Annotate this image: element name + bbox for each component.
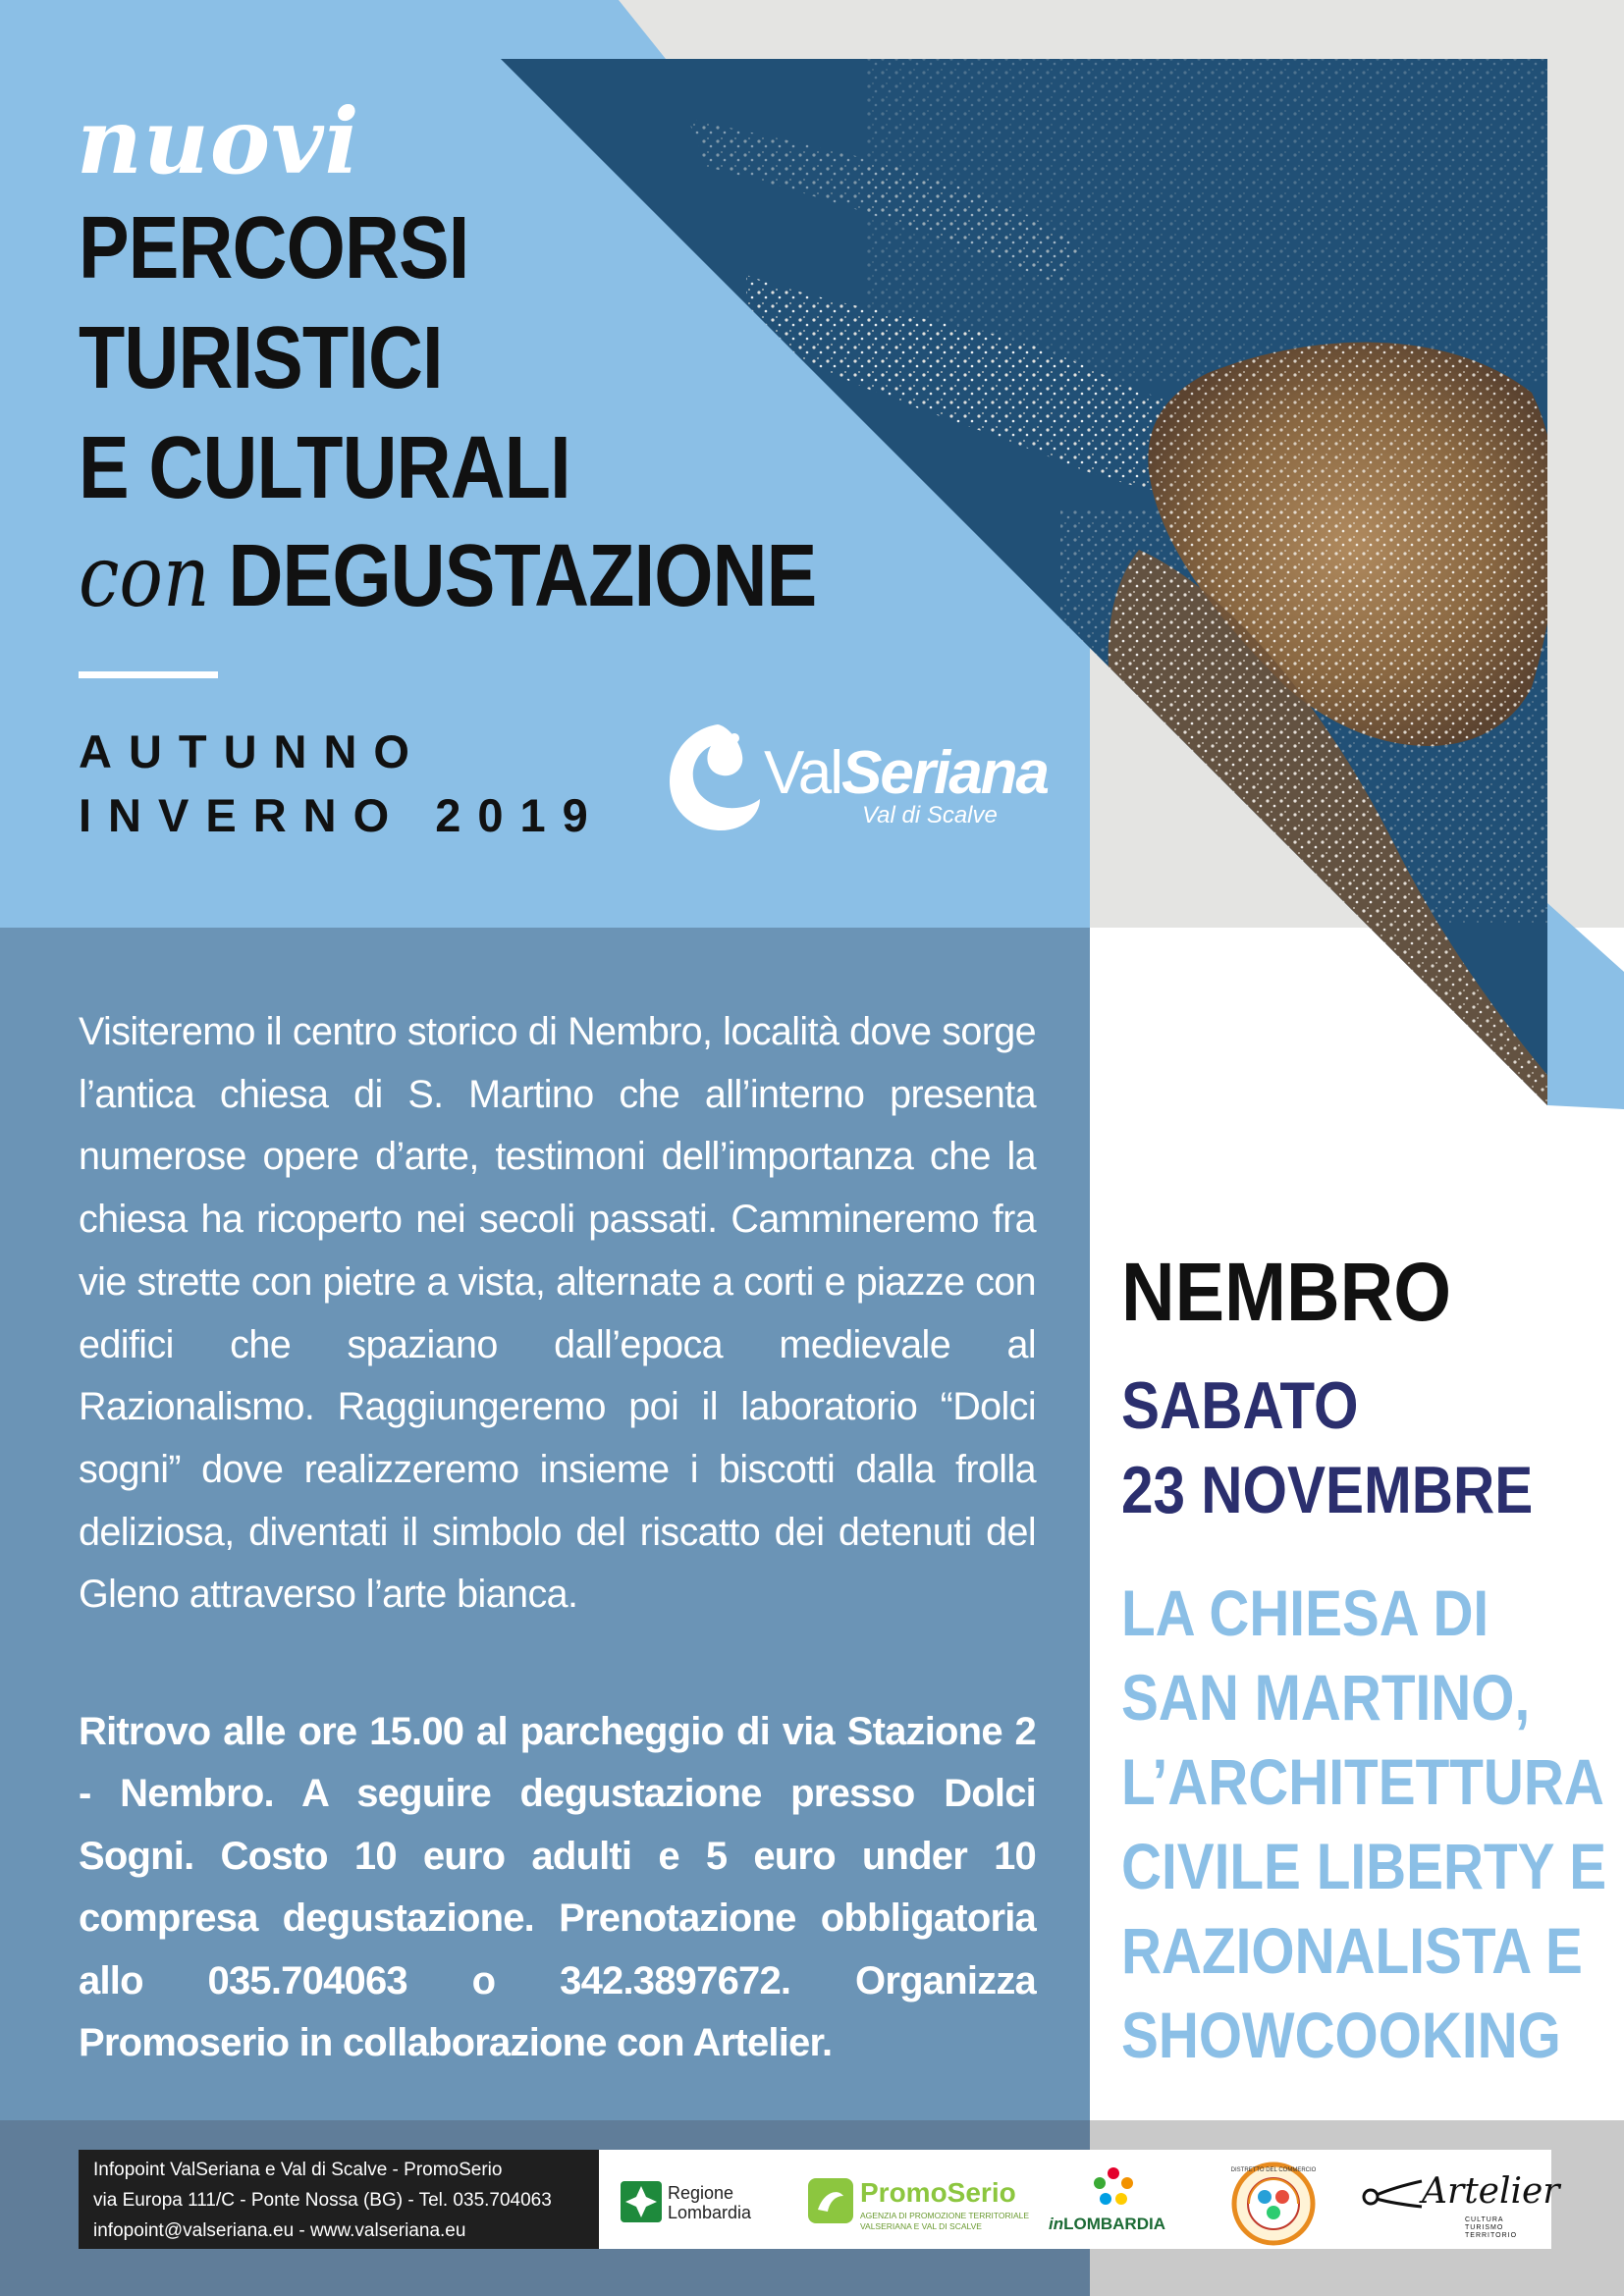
distretto-label: DISTRETTO DEL COMMERCIO xyxy=(1230,2167,1317,2173)
title-degustazione: DEGUSTAZIONE xyxy=(228,527,817,625)
distretto-commercio-logo-icon xyxy=(1225,2160,1322,2248)
regione-lombardia-logo-icon xyxy=(621,2181,662,2222)
artelier-sub-1: CULTURA xyxy=(1465,2216,1504,2223)
event-title-line: LA CHIESA DI xyxy=(1121,1576,1489,1649)
footer-infopoint: Infopoint ValSeriana e Val di Scalve - PromoSerio xyxy=(93,2160,503,2180)
inlombardia-label xyxy=(1049,2215,1165,2234)
title-nuovi: nuovi xyxy=(77,88,360,194)
event-title-line: SHOWCOOKING xyxy=(1121,1999,1561,2071)
regione-line-2: Lombardia xyxy=(668,2203,752,2222)
brand-subtitle: Val di Scalve xyxy=(862,802,998,828)
artelier-sub-2: TURISMO xyxy=(1465,2224,1504,2231)
promoserio-sub-1: AGENZIA DI PROMOZIONE TERRITORIALE xyxy=(860,2211,1030,2220)
promoserio-sub-2: VALSERIANA E VAL DI SCALVE xyxy=(860,2221,982,2231)
title-line-1: PERCORSI xyxy=(79,199,469,297)
brand-seriana: Seriana xyxy=(841,739,1049,807)
regione-line-1: Regione xyxy=(668,2183,734,2203)
artelier-sub xyxy=(1465,2216,1517,2240)
artelier-label: Artelier xyxy=(1422,2171,1560,2212)
inlombardia-word: LOMBARDIA xyxy=(1063,2215,1165,2233)
event-title-line: RAZIONALISTA E xyxy=(1121,1914,1583,1987)
title-line-3: E CULTURALI xyxy=(79,419,570,517)
inlombardia-logo-icon xyxy=(1092,2165,1135,2209)
event-title-line: CIVILE LIBERTY E xyxy=(1121,1830,1607,1902)
event-title-line: SAN MARTINO, xyxy=(1121,1661,1531,1734)
season-line-1: AUTUNNO xyxy=(79,725,426,777)
footer-address: via Europa 111/C - Ponte Nossa (BG) - Tel. 035.704063 xyxy=(93,2190,552,2211)
artelier-sub-3: TERRITORIO xyxy=(1465,2232,1518,2239)
event-date-line-2: 23 NOVEMBRE xyxy=(1121,1453,1534,1527)
event-place: NEMBRO xyxy=(1121,1246,1451,1338)
description-paragraph: Visiteremo il centro storico di Nembro, località dove sorge l’antica chiesa di S. Martino che all’interno presenta numerose opere d’arte, testimoni dell’importanza che la chiesa ha ricoperto nei secoli passati. Cammineremo fra vie strette con pietre a vista, alternate a corti e piazze con edifici che spaziano dall’epoca medievale al Razionalismo. Raggiungeremo poi il laboratorio “Dolci sogni” dove realizzeremo insieme i biscotti dalla frolla deliziosa, diventati il simbolo del riscatto dei detenuti del Gleno attraverso l’arte bianca. xyxy=(79,1010,1036,1617)
promoserio-logo-icon xyxy=(808,2178,853,2223)
event-date-line-1: SABATO xyxy=(1121,1368,1359,1443)
promoserio-label: PromoSerio xyxy=(860,2177,1016,2208)
regione-lombardia-label xyxy=(668,2183,751,2222)
artelier-scissors-icon xyxy=(1361,2177,1424,2211)
title-line-2: TURISTICI xyxy=(79,309,443,407)
title-con: con xyxy=(79,528,210,626)
promoserio-sub xyxy=(860,2211,1029,2232)
title-divider xyxy=(79,671,218,678)
info-paragraph: Ritrovo alle ore 15.00 al parcheggio di via Stazione 2 - Nembro. A seguire degustazione presso Dolci Sogni. Costo 10 euro adulti e 5 euro under 10 compresa degustazione. Prenotazione obbligatoria allo 035.704063 o 342.3897672. Organizza Promoserio in collaborazione con Artelier. xyxy=(79,1710,1036,2065)
inlombardia-in: in xyxy=(1049,2215,1064,2233)
footer-contacts: infopoint@valseriana.eu - www.valseriana.eu xyxy=(93,2220,466,2241)
brand-val: Val xyxy=(764,739,842,807)
season-line-2: INVERNO 2019 xyxy=(79,789,605,841)
title-line-4 xyxy=(79,527,817,626)
event-title-line: L’ARCHITETTURA xyxy=(1121,1745,1604,1818)
brand-wordmark xyxy=(764,738,1048,808)
